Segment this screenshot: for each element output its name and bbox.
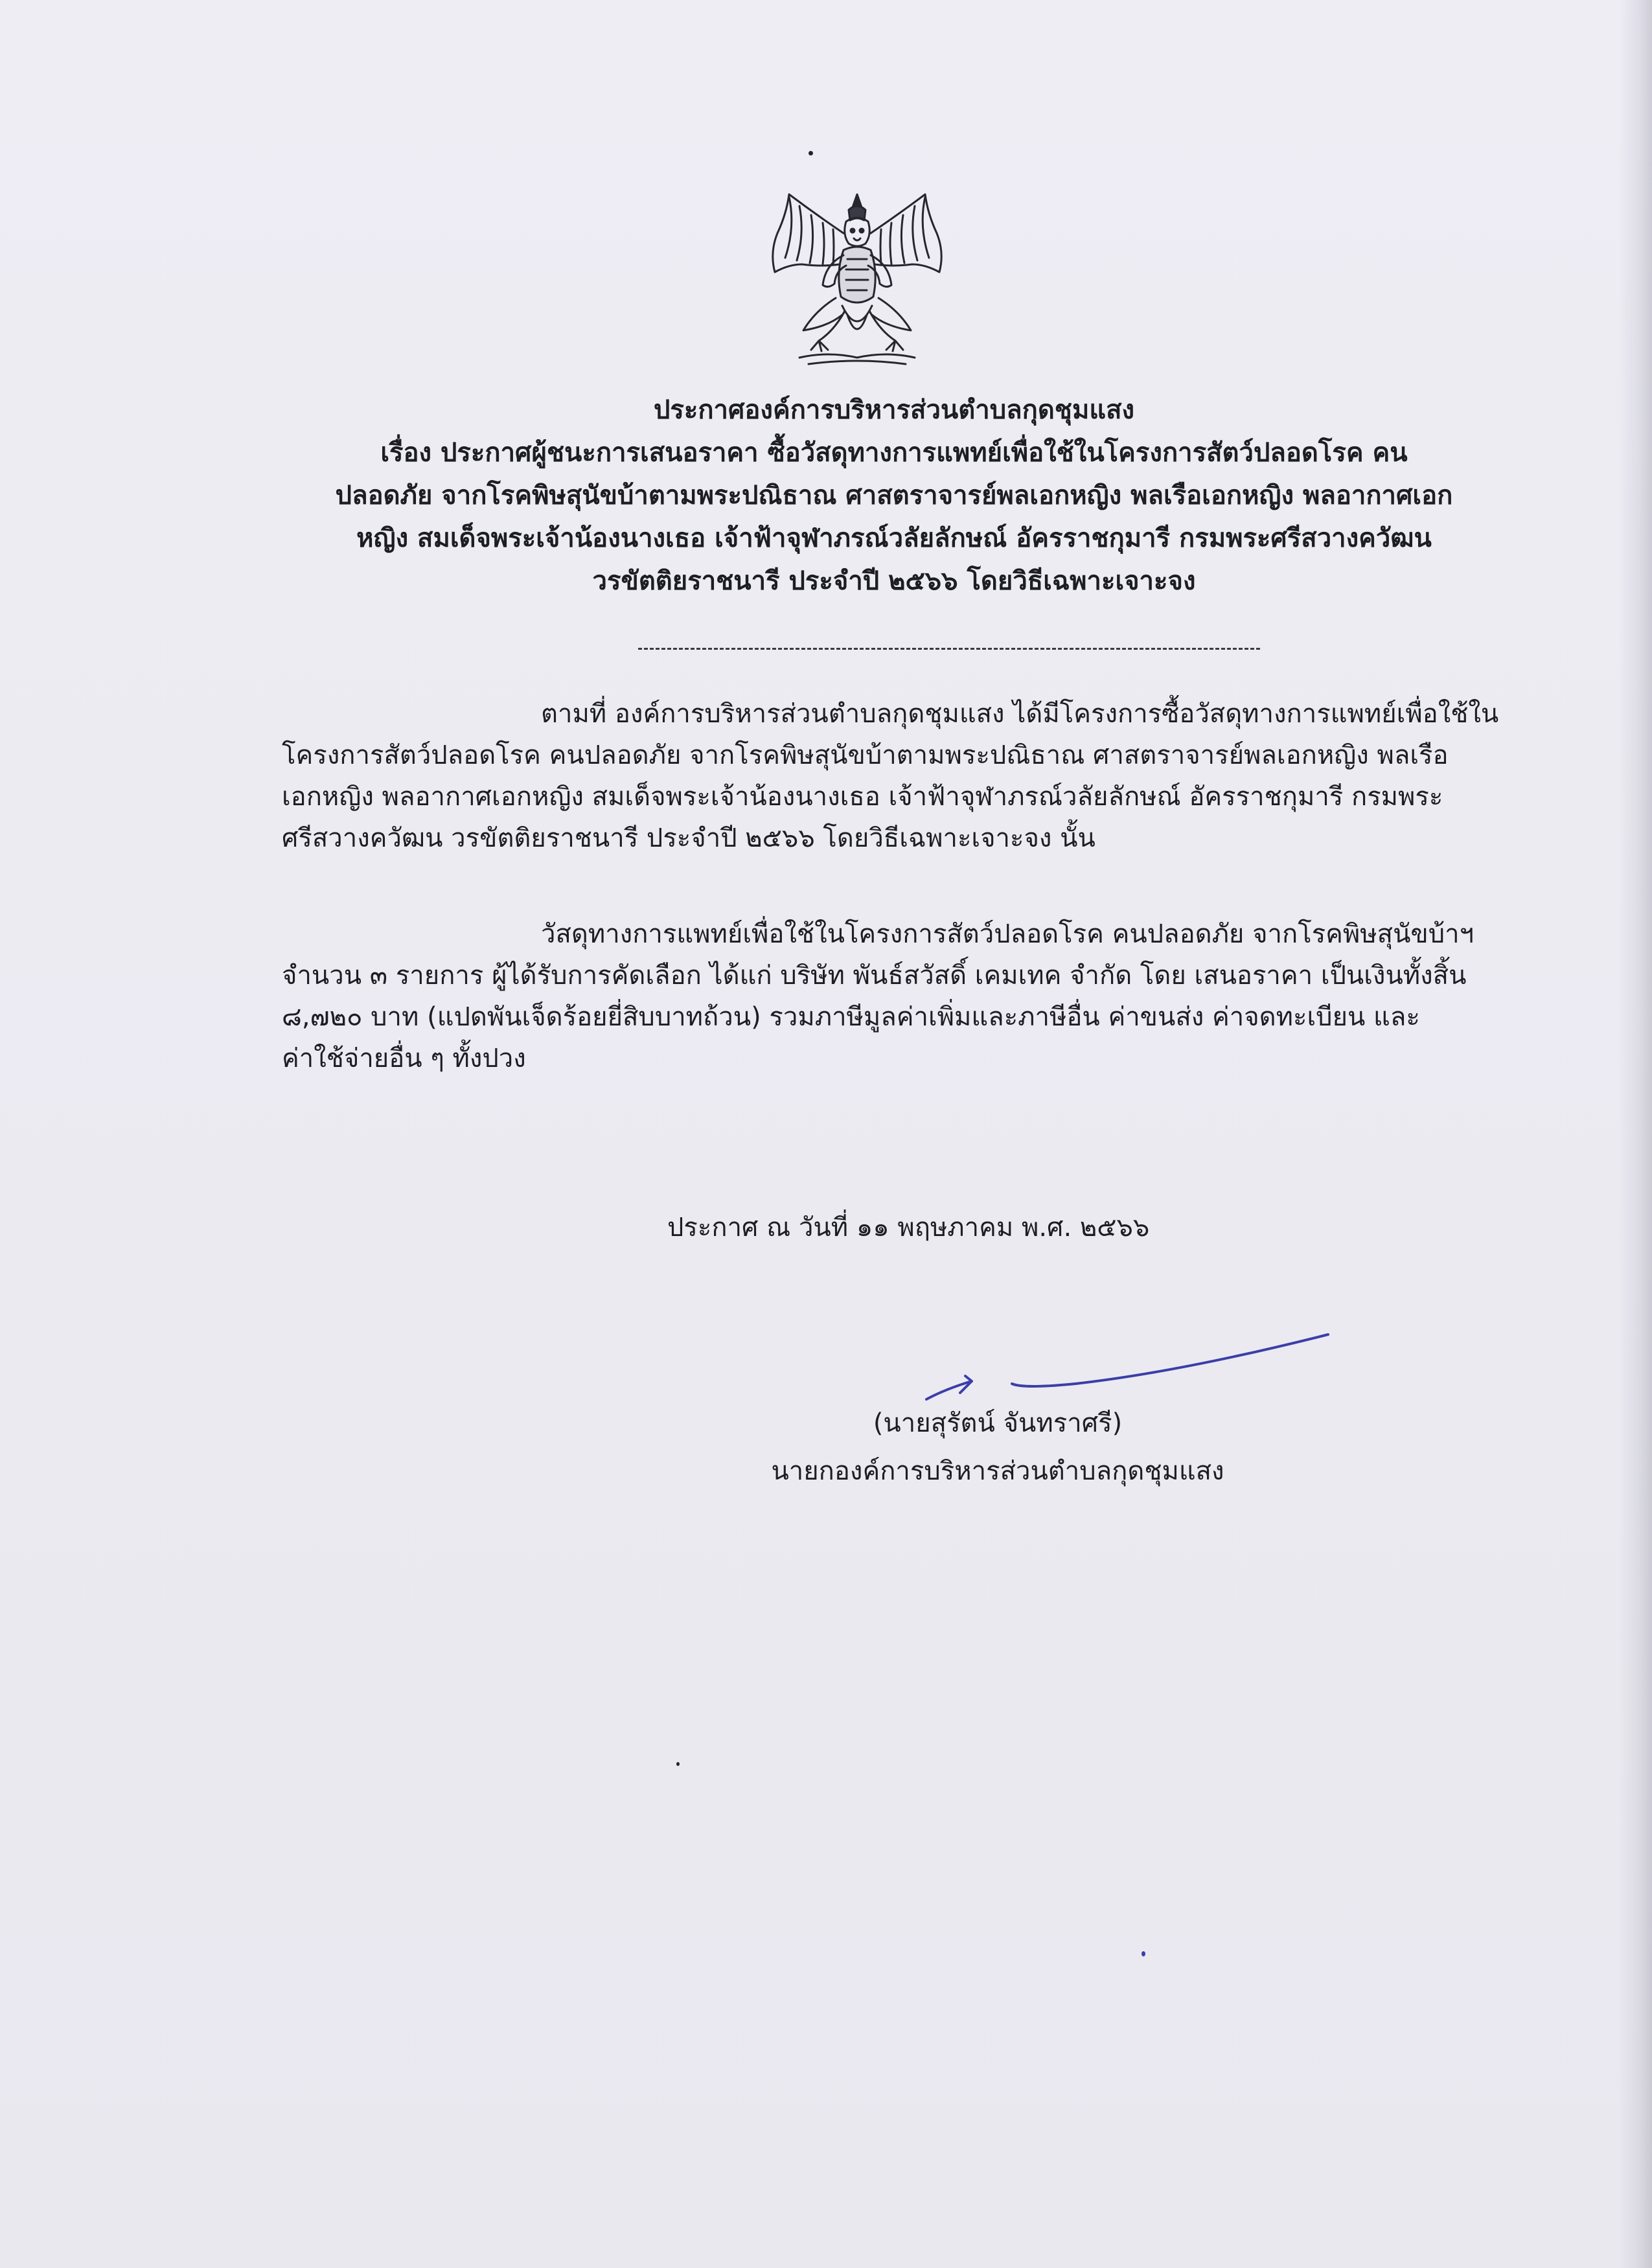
title-line-1: ประกาศองค์การบริหารส่วนตำบลกุดชุมแสง — [653, 395, 1135, 425]
scan-speck — [809, 151, 813, 155]
scan-speck — [676, 1762, 680, 1766]
scan-speck — [1141, 1951, 1145, 1956]
paragraph-1-line-4: ศรีสวางควัฒน วรขัตติยราชนารี ประจำปี ๒๕๖๖ โดยวิธีเฉพาะเจาะจง นั้น — [282, 823, 1096, 853]
title-line-5: วรขัตติยราชนารี ประจำปี ๒๕๖๖ โดยวิธีเฉพาะเจาะจง — [592, 566, 1196, 596]
paragraph-1-line-2: โครงการสัตว์ปลอดโรค คนปลอดภัย จากโรคพิษสุนัขบ้าตามพระปณิธาณ ศาสตราจารย์พลเอกหญิง พลเรือ — [282, 740, 1449, 770]
paragraph-winner — [282, 913, 1513, 1079]
announcement-date: ประกาศ ณ วันที่ ๑๑ พฤษภาคม พ.ศ. ๒๕๖๖ — [667, 1213, 1150, 1243]
garuda-emblem-icon — [763, 188, 951, 369]
title-line-2: เรื่อง ประกาศผู้ชนะการเสนอราคา ซื้อวัสดุทางการแพทย์เพื่อใช้ในโครงการสัตว์ปลอดโรค คน — [380, 438, 1408, 468]
announcement-title — [259, 389, 1529, 602]
paragraph-1-line-3: เอกหญิง พลอากาศเอกหญิง สมเด็จพระเจ้าน้องนางเธอ เจ้าฟ้าจุฬาภรณ์วลัยลักษณ์ อัครราชกุมารี กรมพระ — [282, 782, 1443, 812]
signer-block — [745, 1399, 1250, 1495]
title-line-3: ปลอดภัย จากโรคพิษสุนัขบ้าตามพระปณิธาณ ศาสตราจารย์พลเอกหญิง พลเรือเอกหญิง พลอากาศเอก — [335, 481, 1453, 510]
paragraph-1-line-1: ตามที่ องค์การบริหารส่วนตำบลกุดชุมแสง ได้มีโครงการซื้อวัสดุทางการแพทย์เพื่อใช้ใน — [541, 699, 1499, 729]
handwritten-signature — [920, 1322, 1335, 1406]
paragraph-2-line-2: จำนวน ๓ รายการ ผู้ได้รับการคัดเลือก ได้แก่ บริษัท พันธ์สวัสดิ์ เคมเทค จำกัด โดย เสนอราคา เป็นเงินทั้งสิ้น — [282, 961, 1467, 991]
paragraph-intro — [282, 693, 1513, 859]
paragraph-2-line-4: ค่าใช้จ่ายอื่น ๆ ทั้งปวง — [282, 1044, 526, 1073]
signer-position: นายกองค์การบริหารส่วนตำบลกุดชุมแสง — [771, 1456, 1224, 1486]
scan-edge-shadow — [1618, 0, 1652, 2268]
signer-name: (นายสุรัตน์ จันทราศรี) — [873, 1408, 1123, 1438]
separator-line — [638, 648, 1260, 650]
title-line-4: หญิง สมเด็จพระเจ้าน้องนางเธอ เจ้าฟ้าจุฬาภรณ์วลัยลักษณ์ อัครราชกุมารี กรมพระศรีสวางควัฒน — [356, 523, 1432, 553]
paragraph-2-line-1: วัสดุทางการแพทย์เพื่อใช้ในโครงการสัตว์ปลอดโรค คนปลอดภัย จากโรคพิษสุนัขบ้าฯ — [541, 919, 1474, 949]
paragraph-2-line-3: ๘,๗๒๐ บาท (แปดพันเจ็ดร้อยยี่สิบบาทถ้วน) รวมภาษีมูลค่าเพิ่มและภาษีอื่น ค่าขนส่ง ค่าจดทะเบียน และ — [282, 1002, 1420, 1032]
